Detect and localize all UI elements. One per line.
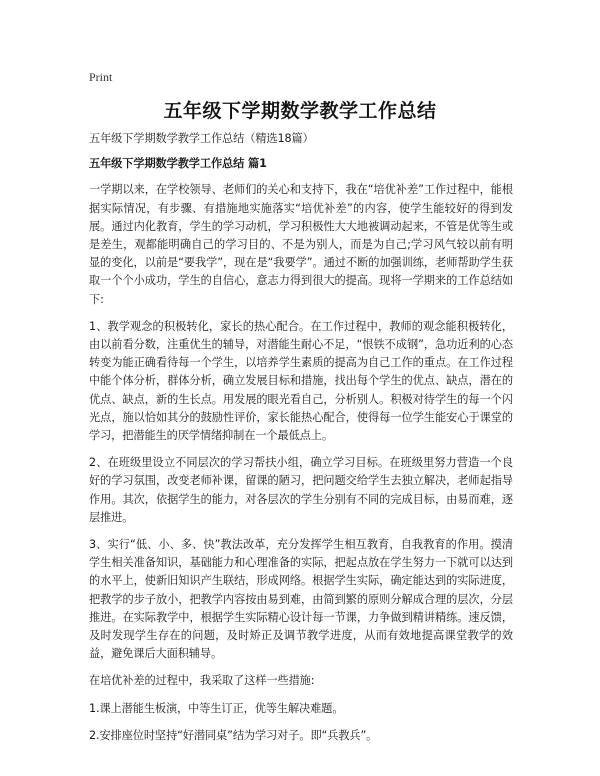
measure-item-2: 2.安排座位时坚持“好潜同桌”结为学习对子。即“兵教兵”。 bbox=[89, 728, 378, 742]
measure-item-1: 1.课上潜能生板演，中等生订正，优等生解决难题。 bbox=[89, 701, 344, 715]
document-subtitle: 五年级下学期数学教学工作总结（精选18篇） bbox=[89, 132, 314, 145]
paragraph-point-2: 2、在班级里设立不同层次的学习帮扶小组，确立学习目标。在班级里努力营造一个良好的学习氛围，改变老师补课，留课的陋习，把问题交给学生去独立解决，老师起指导作用。其次，依据学生的能力，对各层次的学生分别有不同的完成目标，由易而难，逐层推进。 bbox=[89, 456, 513, 524]
paragraph-point-1: 1、教学观念的积极转化，家长的热心配合。在工作过程中，教师的观念能积极转化，由以前看分数，注重优生的辅导，对潜能生耐心不足，“恨铁不成钢”，急功近利的心态转变为能正确看待每一个学生，以培养学生素质的提高为自己工作的重点。在工作过程中能个体分析，群体分析，确立发展目标和措施，找出每个学生的优点、缺点，潜在的优点、缺点，新的生长点。用发展的眼光看自己，分析别人。积极对待学生的每一个闪光点，施以恰如其分的鼓励性评价，家长能热心配合，使得每一位学生能安心于课堂的学习，把潜能生的厌学情绪抑制在一个最低点上。 bbox=[89, 319, 513, 443]
section-heading: 五年级下学期数学教学工作总结 篇1 bbox=[89, 157, 267, 171]
print-label: Print bbox=[89, 70, 113, 84]
page-title: 五年级下学期数学教学工作总结 bbox=[163, 100, 437, 122]
document-body bbox=[89, 130, 513, 754]
paragraph-measures-intro: 在培优补差的过程中，我采取了这样一些措施: bbox=[89, 674, 315, 688]
paragraph-point-3: 3、实行“低、小、多、快”教法改革，充分发挥学生相互教育，自我教育的作用。摸清学生相关准备知识，基础能力和心理准备的实际，把起点放在学生努力一下就可以达到的水平上，使新旧知识产生联结，形成网络。根据学生实际，确定能达到的实际进度，把教学的步子放小，把教学内容按由易到难，由简到繁的原则分解成合理的层次，分层推进。在实际教学中，根据学生实际精心设计每一节课，力争做到精讲精练。速反馈，及时发现学生存在的问题，及时矫正及调节教学进度，从而有效地提高课堂教学的效益，避免课后大面积辅导。 bbox=[89, 538, 513, 661]
paragraph-intro: 一学期以来，在学校领导、老师们的关心和支持下，我在“培优补差”工作过程中，能根据实际情况，有步骤、有措施地实施落实“培优补差”的内容，使学生能较好的得到发展。通过内化教育，学生的学习动机，学习积极性大大地被调动起来，不管是优等生或是差生，观都能明确自己的学习目的、不是为别人，而是为自己;学习风气较以前有明显的变化，以前是“要我学”，现在是“我要学”。通过不断的加强训练，老师帮助学生获取一个个小成功，学生的自信心，意志力得到很大的提高。现将一学期来的工作总结如下: bbox=[89, 183, 513, 306]
